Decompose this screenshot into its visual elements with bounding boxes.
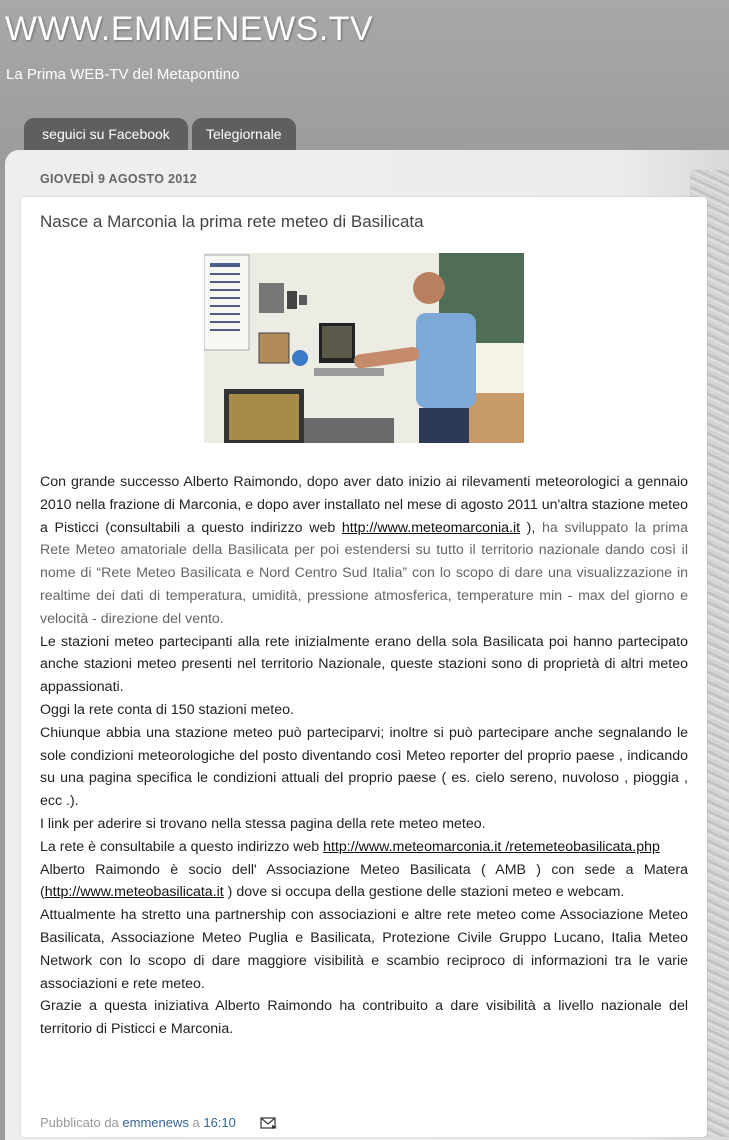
photo-man-at-weather-station-computer bbox=[204, 253, 524, 443]
post-footer bbox=[40, 1115, 278, 1133]
tab-facebook[interactable]: seguici su Facebook bbox=[24, 118, 188, 150]
paragraph bbox=[40, 471, 688, 631]
tab-telegiornale[interactable]: Telegiornale bbox=[192, 118, 296, 150]
text: La rete è consultabile a questo indirizzo web bbox=[40, 838, 324, 855]
blog-post bbox=[21, 197, 707, 1137]
paragraph: Oggi la rete conta di 150 stazioni meteo. bbox=[40, 701, 294, 718]
paragraph: Attualmente ha stretto una partnership con associazioni e altre rete meteo come Associazione Meteo Basilicata, Associazione Meteo Puglia e Basilicata, Protezione Civile Gruppo Lucano, Italia Meteo Network con lo scopo di dare maggiore visibilità e scambio reciproco di informazioni tra le varie associazioni e rete meteo. bbox=[40, 907, 688, 992]
site-title[interactable]: WWW.EMMENEWS.TV bbox=[5, 10, 374, 48]
at-label: a bbox=[188, 1115, 204, 1130]
page-tabs bbox=[24, 118, 296, 150]
author-link[interactable]: emmenews bbox=[122, 1115, 189, 1130]
text: ha sviluppato la prima Rete Meteo amatoriale della Basilicata per poi estendersi su tutto il territorio nazionale dando così il nome di “Rete Meteo Basilicata e Nord Centro Sud Italia” con lo scopo di dare una visualizzazione in realtime dei dati di temperatura, umidità, pressione atmosferica, temperature min - max del giorno e velocità - direzione del vento. bbox=[40, 519, 689, 627]
paragraph: Chiunque abbia una stazione meteo può parteciparvi; inoltre si può partecipare anche segnalando le sole condizioni meteorologiche del posto diventando così Meteo reporter del proprio paese , indicando su una pagina specifica le condizioni attuali del proprio paese ( es. cielo sereno, nuvoloso , pioggia , ecc .). bbox=[40, 724, 688, 810]
paragraph bbox=[40, 859, 688, 905]
text: Alberto Raimondo è socio dell' Associazione Meteo Basilicata ( AMB ) con sede a Matera ( bbox=[40, 861, 688, 901]
paragraph: Le stazioni meteo partecipanti alla rete inizialmente erano della sola Basilicata poi hanno partecipato anche stazioni meteo presenti nel territorio Nazionale, queste stazioni sono di proprietà di altri meteo appassionati. bbox=[40, 633, 688, 696]
paragraph: I link per aderire si trovano nella stessa pagina della rete meteo meteo. bbox=[40, 815, 486, 832]
paragraph bbox=[40, 836, 688, 859]
blog-header bbox=[0, 0, 729, 160]
link-retemeteobasilicata[interactable]: http://www.meteomarconia.it /retemeteobasilicata.php bbox=[323, 838, 660, 855]
post-photo[interactable] bbox=[204, 253, 524, 443]
published-by-label: Pubblicato da bbox=[40, 1115, 123, 1130]
text: Con grande successo Alberto Raimondo, dopo aver dato inizio ai rilevamenti meteorologici a gennaio 2010 nella frazione di Marconia, e dopo aver installato nel mese di agosto 2011 un'altra stazione meteo a Pisticci (consultabili a questo indirizzo web bbox=[40, 474, 688, 536]
post-title[interactable]: Nasce a Marconia la prima rete meteo di Basilicata bbox=[40, 212, 424, 231]
text: ) dove si occupa della gestione delle stazioni meteo e webcam. bbox=[223, 884, 625, 901]
post-body bbox=[40, 471, 688, 1041]
email-post-icon[interactable] bbox=[260, 1116, 278, 1133]
link-meteomarconia[interactable]: http://www.meteomarconia.it bbox=[341, 519, 521, 536]
link-meteobasilicata[interactable]: http://www.meteobasilicata.it bbox=[44, 884, 224, 901]
site-description: La Prima WEB-TV del Metapontino bbox=[6, 66, 240, 83]
text: ), bbox=[520, 519, 536, 536]
timestamp-link[interactable]: 16:10 bbox=[203, 1115, 236, 1130]
paragraph: Grazie a questa iniziativa Alberto Raimondo ha contribuito a dare visibilità a livello nazionale del territorio di Pisticci e Marconia. bbox=[40, 998, 688, 1038]
date-header: GIOVEDÌ 9 AGOSTO 2012 bbox=[40, 172, 198, 186]
